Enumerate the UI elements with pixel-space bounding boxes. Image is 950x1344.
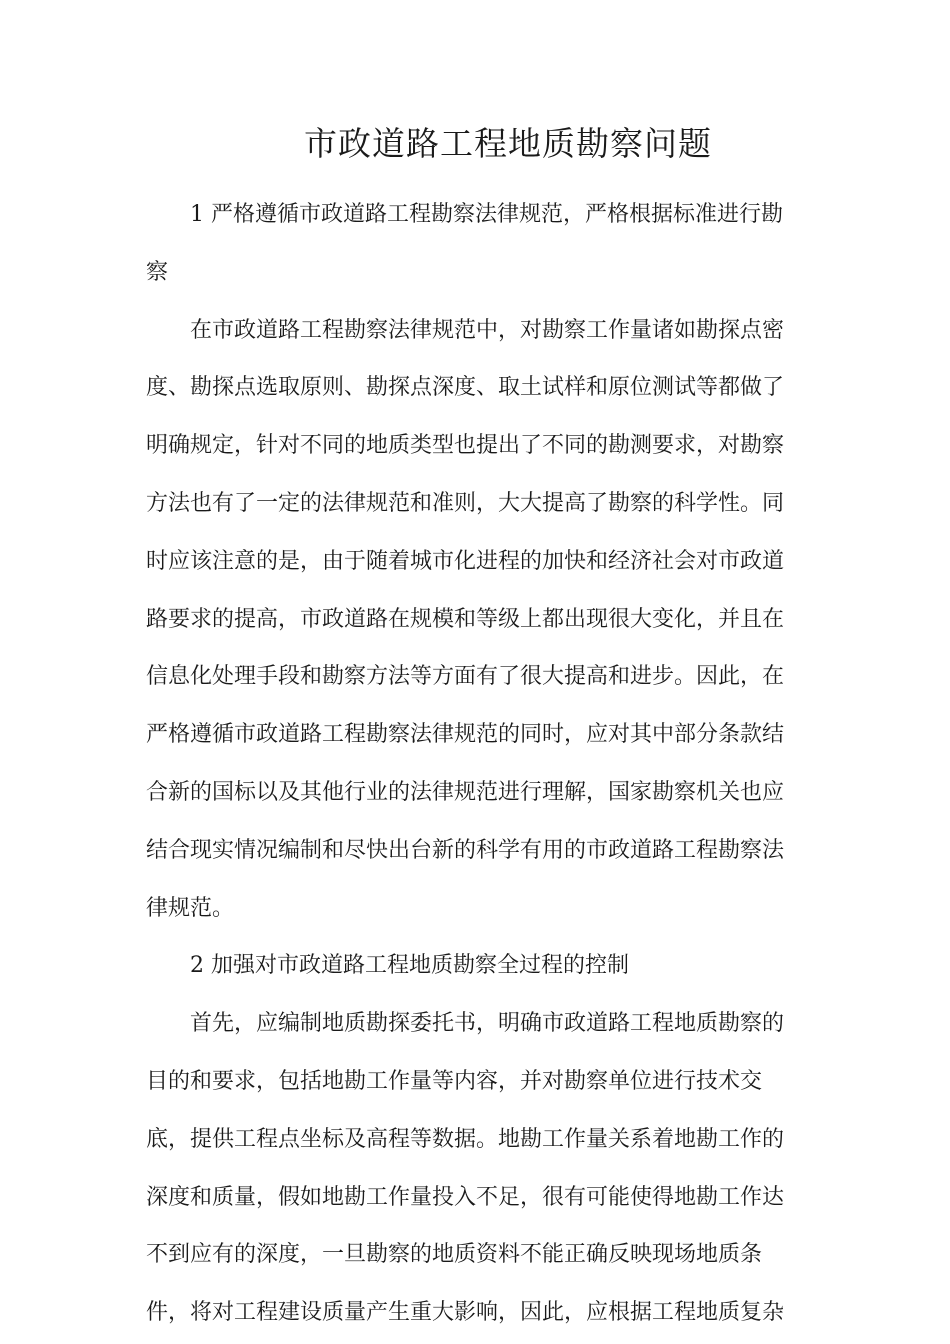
paragraph-line: 路要求的提高，市政道路在规模和等级上都出现很大变化，并且在 [146, 606, 785, 632]
paragraph-line: 结合现实情况编制和尽快出台新的科学有用的市政道路工程勘察法 [146, 837, 785, 863]
paragraph-line: 在市政道路工程勘察法律规范中，对勘察工作量诸如勘探点密 [190, 317, 785, 343]
paragraph-line: 明确规定，针对不同的地质类型也提出了不同的勘测要求，对勘察 [146, 433, 785, 459]
paragraph-line: 深度和质量，假如地勘工作量投入不足，很有可能使得地勘工作达 [146, 1184, 785, 1210]
paragraph-line: 目的和要求，包括地勘工作量等内容，并对勘察单位进行技术交 [146, 1068, 763, 1094]
paragraph-line: 方法也有了一定的法律规范和准则，大大提高了勘察的科学性。同 [146, 490, 785, 516]
paragraph-line: 底，提供工程点坐标及高程等数据。地勘工作量关系着地勘工作的 [146, 1126, 785, 1152]
paragraph-line: 合新的国标以及其他行业的法律规范进行理解，国家勘察机关也应 [146, 779, 785, 805]
paragraph-line: 严格遵循市政道路工程勘察法律规范的同时，应对其中部分条款结 [146, 722, 785, 748]
paragraph-line: 首先，应编制地质勘探委托书，明确市政道路工程地质勘察的 [190, 1011, 785, 1037]
paragraph-line: 信息化处理手段和勘察方法等方面有了很大提高和进步。因此，在 [146, 664, 785, 690]
paragraph-line: 度、勘探点选取原则、勘探点深度、取土试样和原位测试等都做了 [146, 375, 785, 401]
paragraph-line: 件，将对工程建设质量产生重大影响，因此，应根据工程地质复杂 [146, 1300, 785, 1326]
document-title: 市政道路工程地质勘察问题 [304, 124, 712, 163]
paragraph-line: 律规范。 [146, 895, 235, 921]
section-heading-1: 1 严格遵循市政道路工程勘察法律规范，严格根据标准进行勘 [190, 202, 783, 227]
paragraph-line: 时应该注意的是，由于随着城市化进程的加快和经济社会对市政道 [146, 548, 785, 574]
section-heading-2: 2 加强对市政道路工程地质勘察全过程的控制 [190, 953, 629, 979]
paragraph-line: 不到应有的深度，一旦勘察的地质资料不能正确反映现场地质条 [146, 1242, 763, 1268]
section-heading-1-continued: 察 [146, 259, 169, 285]
document-body [146, 186, 796, 1342]
